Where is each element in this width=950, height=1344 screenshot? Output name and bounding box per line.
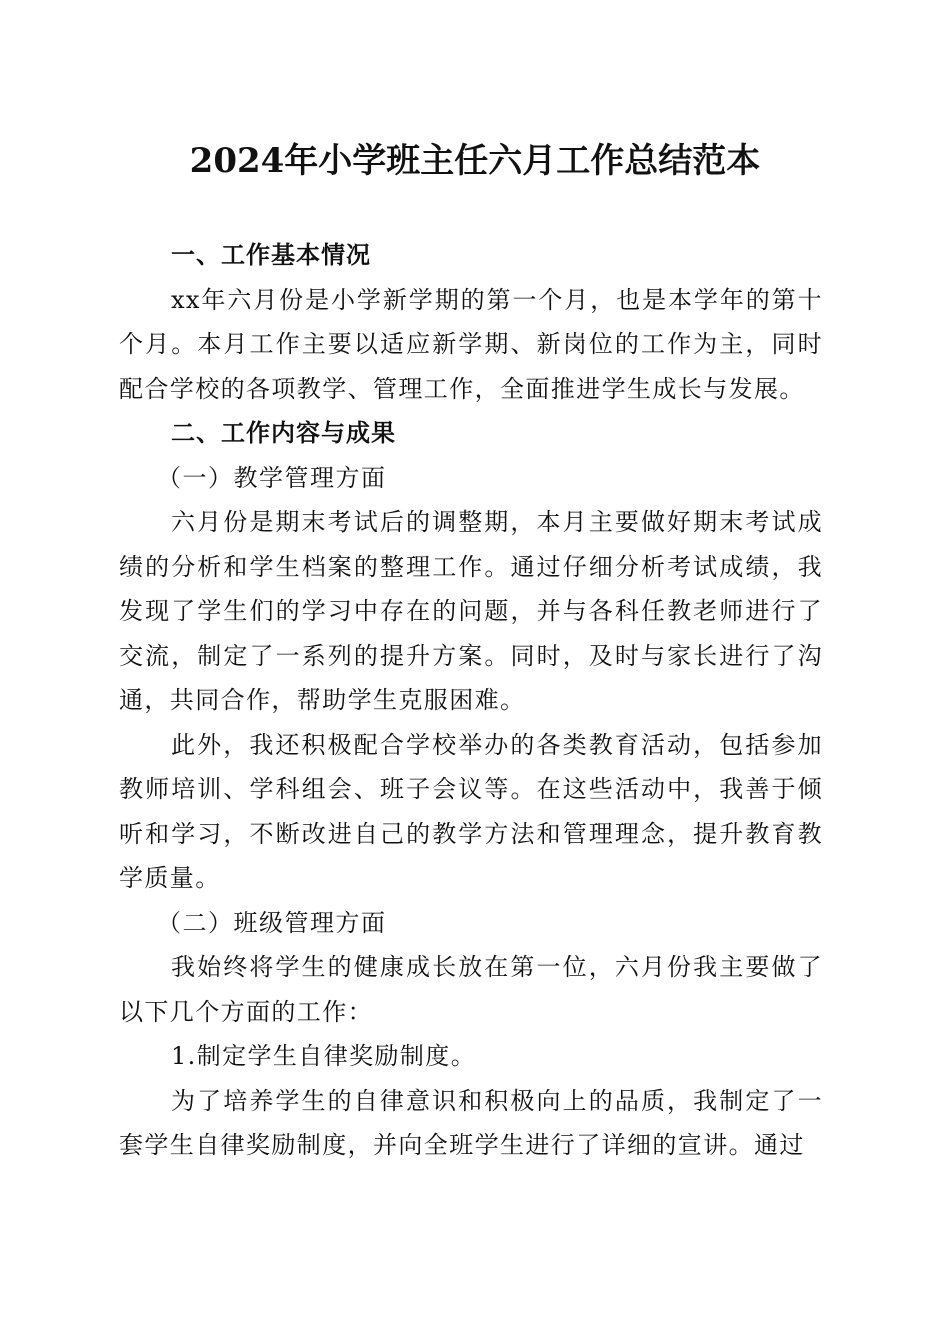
paragraph-school-activities: 此外，我还积极配合学校举办的各类教育活动，包括参加教师培训、学科组会、班子会议等。在这些活动中，我善于倾听和学习，不断改进自己的教学方法和管理理念，提升教育教学质量。 xyxy=(119,730,823,892)
paragraph-reward-system: 为了培养学生的自律意识和积极向上的品质，我制定了一套学生自律奖励制度，并向全班学生进行了详细的宣讲。通过 xyxy=(119,1086,823,1159)
paragraph-exam-analysis: 六月份是期末考试后的调整期，本月主要做好期末考试成绩的分析和学生档案的整理工作。通过仔细分析考试成绩，我发现了学生们的学习中存在的问题，并与各科任教老师进行了交流，制定了一系列的提升方案。同时，及时与家长进行了沟通，共同合作，帮助学生克服困难。 xyxy=(119,508,823,714)
document-body xyxy=(119,233,823,1168)
document-title: 2024年小学班主任六月工作总结范本 xyxy=(189,141,761,181)
subsection-heading-teaching-management: （一）教学管理方面 xyxy=(157,463,387,492)
section-heading-content-results: 二、工作内容与成果 xyxy=(171,419,396,447)
subsection-heading-class-management: （二）班级管理方面 xyxy=(157,908,387,937)
section-heading-basic-situation: 一、工作基本情况 xyxy=(171,241,371,269)
paragraph-basic-situation: xx年六月份是小学新学期的第一个月，也是本学年的第十个月。本月工作主要以适应新学期、新岗位的工作为主，同时配合学校的各项教学、管理工作，全面推进学生成长与发展。 xyxy=(119,285,823,403)
list-item-reward-system: 1.制定学生自律奖励制度。 xyxy=(171,1042,477,1070)
paragraph-class-work-intro: 我始终将学生的健康成长放在第一位，六月份我主要做了以下几个方面的工作： xyxy=(119,953,823,1026)
